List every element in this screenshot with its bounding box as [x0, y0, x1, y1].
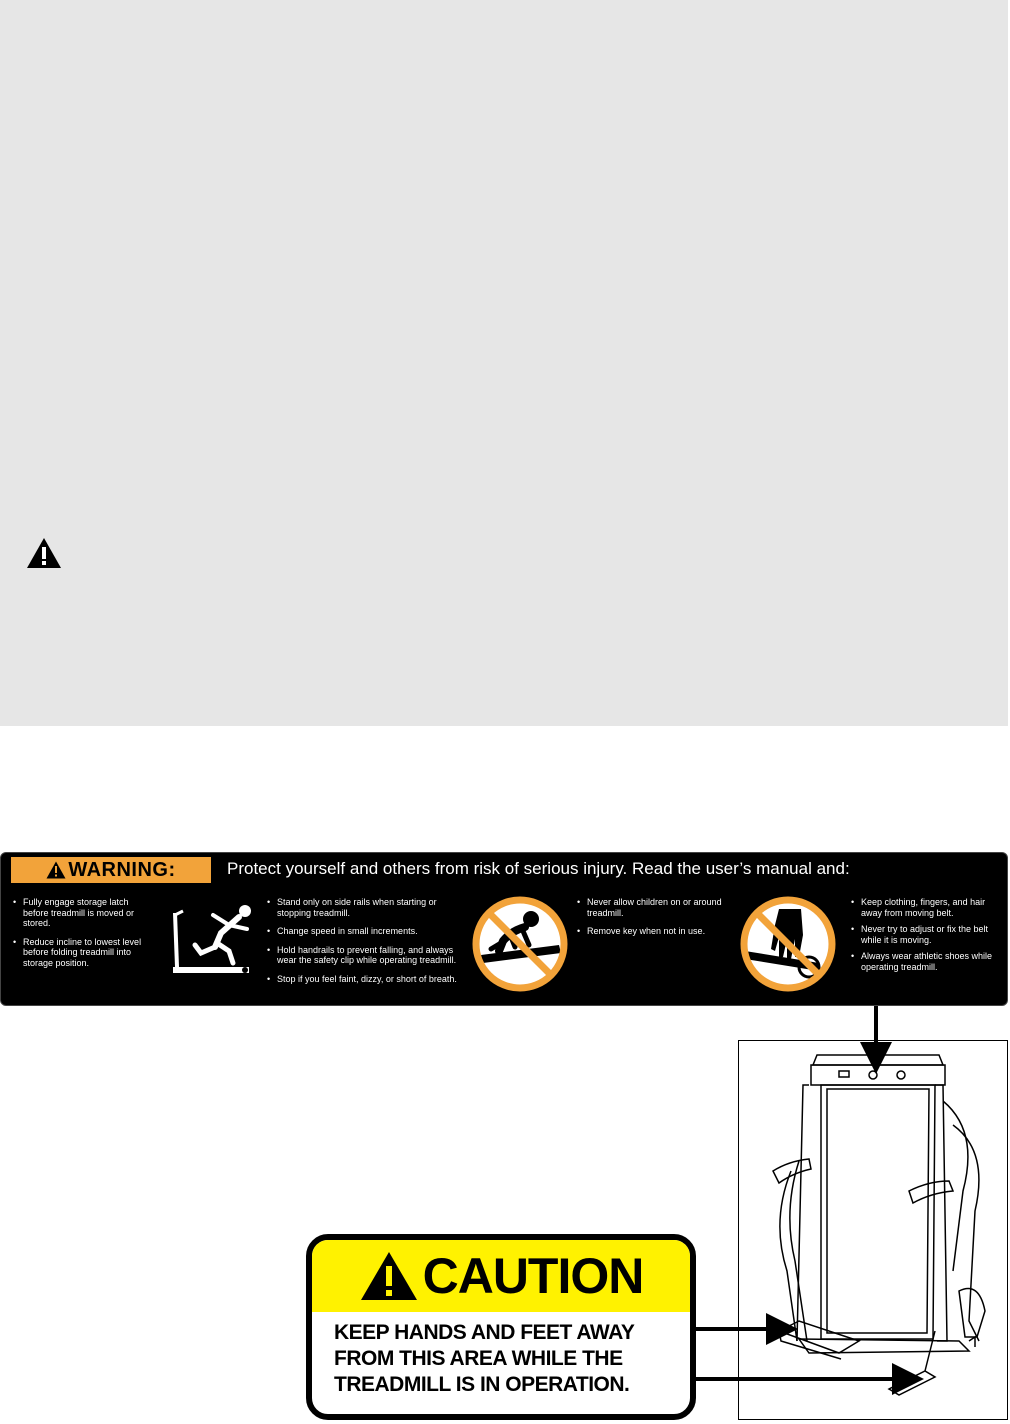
caution-message	[334, 1320, 684, 1398]
warning-item: • Stand only on side rails when starting or stopping treadmill.	[267, 897, 467, 918]
warning-badge	[11, 857, 211, 883]
warning-badge-label: WARNING:	[68, 858, 176, 881]
warning-item: • Never allow children on or around treadmill.	[577, 897, 727, 918]
warning-decal	[0, 852, 1008, 1006]
caution-line: KEEP HANDS AND FEET AWAY	[334, 1321, 635, 1344]
no-children-icon	[471, 895, 569, 993]
caution-header	[312, 1240, 690, 1312]
caution-decal	[306, 1234, 696, 1420]
warning-triangle-icon	[46, 861, 66, 879]
warning-column-operation	[267, 897, 467, 992]
no-hands-near-belt-icon	[739, 895, 837, 993]
warning-item: • Stop if you feel faint, dizzy, or short of breath.	[267, 974, 467, 985]
warning-item: • Change speed in small increments.	[267, 926, 467, 937]
warning-item: • Remove key when not in use.	[577, 926, 727, 937]
warning-header	[9, 857, 1003, 883]
warning-item: • Always wear athletic shoes while operating treadmill.	[851, 951, 1001, 972]
warning-column-belt	[851, 897, 1001, 978]
warning-triangle-icon	[26, 537, 62, 569]
warning-column-children	[577, 897, 727, 945]
treadmill-illustration	[738, 1040, 1008, 1420]
warning-item: • Keep clothing, fingers, and hair away from moving belt.	[851, 897, 1001, 918]
warning-item: • Fully engage storage latch before treadmill is moved or stored.	[13, 897, 153, 929]
warning-item: • Never try to adjust or fix the belt while it is moving.	[851, 924, 1001, 945]
warning-tagline: Protect yourself and others from risk of serious injury. Read the user’s manual and:	[227, 859, 850, 878]
warning-item: • Reduce incline to lowest level before folding treadmill into storage position.	[13, 937, 153, 969]
warning-triangle-icon	[359, 1250, 419, 1302]
falling-person-icon	[165, 893, 257, 981]
warning-column-storage	[13, 897, 153, 976]
caution-title: CAUTION	[422, 1248, 644, 1304]
warning-item: • Hold handrails to prevent falling, and always wear the safety clip while operating treadmill.	[267, 945, 467, 966]
caution-line: TREADMILL IS IN OPERATION.	[334, 1373, 630, 1396]
caution-line: FROM THIS AREA WHILE THE	[334, 1347, 623, 1370]
folded-treadmill-drawing	[739, 1041, 1007, 1419]
